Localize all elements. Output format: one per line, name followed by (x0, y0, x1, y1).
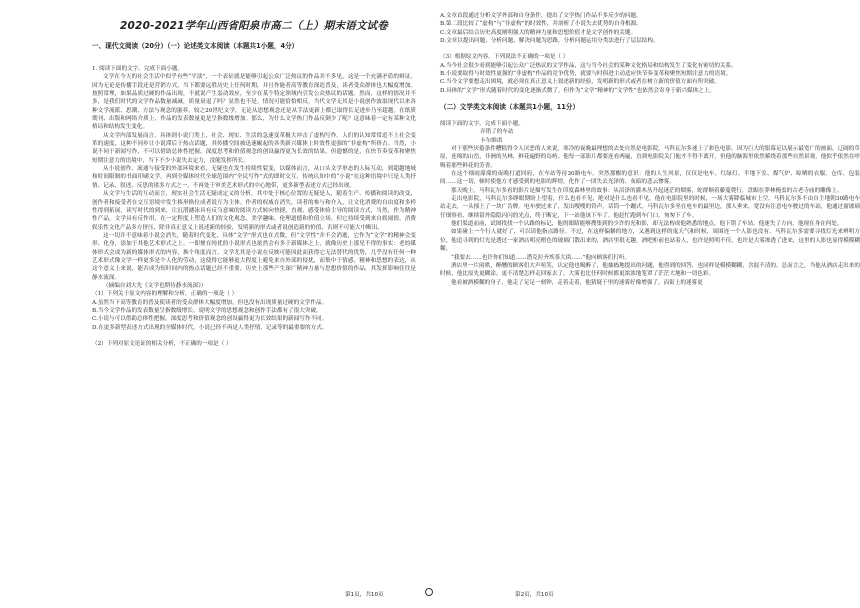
paragraph: 对于那些厌倦条件糟糕得令人厌恶的人来说，寒冷的夜晚最理想的去处自然是电影院。马科瓦尔多迷上了彩色电影，因为巨大的银幕足以展示最宽广的画面，辽阔的草原，连绵的山峦，非洲的丛林，鲜花遍野的岛屿。他每一部影片都要连看两遍，直到电影院关门他才不得不离开，但他的脑海里依然萦绕着那些自然景观，他似乎依然在呼吸着那些鲜花的芳香。 (440, 146, 860, 169)
right-column (440, 12, 860, 287)
paragraph: 他们渠道而前，试图找找一个认路的标记，他的眼睛能够搜集到的少许的光和影，却无法构成他熟悉的地点。他下错了车站，他迷失了方向，他现在身在何处。 (451, 221, 843, 228)
paragraph: 走出电影院，马科瓦尔多睁眼期盼上望着，什么也看不见，绝对是什么也看不见。他在电影院里的时候，一场大雾降临城市上空。马科瓦尔多不由自主地朝30路电车站走去，一头撞上了一块广告牌。电车驶过来了，发出嗖嗖的铃声，话筒一个蹦式。马科瓦尔多坐在电车的最里边，那人垂来，宽没有注意电车驶过的车站，他通过窗玻璃仔细察看，继续留外隐隐闪闪的光点，终于断定，下一站他该下车了。他赶忙跑到车门口，匆匆下了车。 (440, 196, 860, 219)
paragraph: 从小说创作、流通与接受的外部环境来看，无疑也在发生持续性裂变，以媒体而言，从口头文学形态的人际互动，到超越地域和时间限制的书面印刷文学，再到全媒体时代全球范围内“全民写作”式的即时交互，传统认知中的“小说”在这种语境中只是人类抒情、记录、叙述、反思的诸多方式之一，不再处于审美艺术形式的中心地带，更多新型表述方式已经出现。 (92, 166, 416, 189)
option-a: A.当今社会很少看到能够引起公众广泛热议的文学作品，这与当今社会的某种文化格局和结构发生了变化有密切的关系。 (440, 62, 737, 69)
option-d: D.文章以提出问题、分析问题、解决问题为思路，分析问题运用分类法进行了层层结构。 (440, 38, 659, 45)
left-column (92, 42, 416, 348)
paragraph: “我要去……也许你们知道……潜克拉齐埃茶大街……”他向顾客们打听。 (451, 254, 631, 261)
option-d: D.具体的“文学”形式随着时代的变化逐渐式微了，但作为“文学”精神的“文学性”也依然会寄身于新兴媒体之上。 (440, 87, 715, 94)
option-a: A.文章首段通过分析文学外部和自身条件，提出了文学热门作品不多反少的问题。 (440, 13, 642, 19)
source-note: （摘编自刘大先《文学也期待静水流深》） (103, 282, 207, 289)
option-d: D.在更多新型表述方式出现的全媒体时代，小说已经不再是人类抒情、记录等的最重要的方式。 (92, 324, 328, 331)
option-b: B.第二段比较了“虚构”与“非虚构”的时效性，并剖析了小说失去优势的自身根源。 (440, 21, 642, 28)
question-stem: （1）下列关于原文内容的理解和分析，正确的一项是（ ） (92, 291, 238, 298)
paragraph: 酒店里一片闹哄，醉醺的顾客们大声喧笑，认定他也喝醉了，他抽搐地提出的问题，他得到的回答，也同样是模模糊糊，含混不清的。总而言之，当他从酒店走出来的时候，他比原先更糊涂，更不清楚怎样走回家去了，大雾也比任何时候都更浓浓地笼罩了茫茫大地和一切色彩。 (440, 262, 860, 278)
page-title: 2020-2021学年山西省阳泉市高二（上）期末语文试卷 (120, 20, 388, 32)
paragraph: 文学在今天的社会生活中似乎有些“平淡”，一个表征就是能够引起公众广泛热议的作品并不多见，这是一个充满矛盾的辩证。因为无论是传播手段还是营销方式，当下都要远胜历史上任何时期，并且作能者高等教育深造普及，读者受众群体也大幅度增加。按照常理，如果品质过硬的作品出现，不就说产生轰动效应，至少在某个特定领域内引发公众热议的话题。然而，这样的情况并不多，是我们时代的文学作品数量减减，质量衰退了吗？显然也不是。情况可能恰恰相反，当代文学无其是小说创作波取现代以来各种文学流派、思潮、方法与观念的滋养，较之20世纪文学，无论从思想观念还是从手法更新上都已取得长足进步乃至超越。在纸质期刊、出版和网络介质上，作品的发表数量更是呈指数级增加。那么，为什么文学热门作品反倒少了呢？这意味着一定有某种文化格局和结构发生变化。 (92, 74, 416, 131)
question-intro: 1. 阅读下面的文字，完成下面小题。 (92, 66, 184, 72)
paragraph: 从文学内部发展而言，具体到小说门类上，社会、现实、生活的急速变革极大冲击了虚构写作。人们的认知常常追不上社会变革的速度，这种不同步让小说滞后于热点话题，其传播空间被迅速崛起的各类新兴媒体上时效性更强的“非虚构”所挤占。当然，小说不同于新闻写作，不可以借助总体性把握，深度思考和价值观念的创设赢得更为长效的结果，但遗憾的是，在快节奏变革和聚焦短期注意力的语境中，当下不少小说失去定力，没能发挥所长。 (92, 132, 416, 164)
option-b: B.小说要取得与时效性更强的“非虚构”作品的竞争优势，就要与时俱进主动适应快节奏变革和聚焦短期注意力的语境。 (440, 71, 732, 78)
question-stem: （3）根据原文内容，下列说法不正确的一项是（ ） (440, 54, 569, 61)
paragraph: 这一切并不意味着小说会消失，随着时代变化，具体“文学”形式也在式微，但“文学性”并不会消逝，它作为“文学”的精神会变形、化身，添加于其他艺术形式之上。一即便在纯优的小说形式也依然会有多于新媒体之上，就像历史上那见不得的事实：老的媒体形式会成为新的媒体形式的内容，换个角度而言，文学尤其是小说在反映可能因此而获得它无法替代的优势，几乎没有任何一种艺术形式像文学一样更多是个人化的劳动，这使得它能够更大程度上避免来自外部的侵扰，而集中于情感，精神和思想的表达，从这个意义上来说，能否成为短时间内的热点话题已经不重要，历史上那些产生深广精神力量与思想价值的作品，其发挥影响往往是静水流深。 (92, 232, 416, 281)
right-page (430, 0, 860, 608)
paragraph: 在这个细雨濛濛的夜晚打道回府，在车站等待30路电车，突然那醒的意识：他的人生风景，仅仅是电车、红绿灯、半地下室、煤气炉、晾晒的衣服、仓库、包装间……这一切，顿时使他方才感受到的电影的辉煌，化作了一团失去光泽的、灰暗的悲云惨雾。 (440, 171, 860, 186)
option-b: B.当今文学作品的发表数量呈指数级增长，说明文学的思想观念和创作手法都有了很大突破。 (92, 307, 322, 314)
option-a: A.虽然当下高等教育的普及使读者的受众群体大幅度增加，但也没有出现质量过硬的文学作品。 (92, 299, 328, 306)
circle-icon (425, 588, 433, 596)
option-c: C.小说与可以借助总体性把握，深度思考和价值观念的创设赢得更为长效结果的新闻写作不同。 (92, 316, 328, 323)
section-heading: 一、现代文阅读（20分）（一）论述类文本阅读（本题共1小题，4分） (92, 42, 299, 50)
page-number-left: 第1页，共10页 (345, 592, 384, 598)
paragraph: 他看被酒模糊的身子，他走了足足一刻钟，走着走着，他猜疑于里的迷雾好像增强了，而街上的迷雾更 (451, 279, 703, 286)
question-intro: 阅读下面的文字，完成下面小题。 (440, 121, 524, 128)
page-number-right: 第2页，共10页 (515, 592, 554, 598)
story-title: 弄错了的车站 (480, 129, 514, 136)
option-c: C.文章最后结合历史高度阐明强大的精神力量和思想价值才是文学创作的关键。 (440, 29, 637, 36)
paragraph: 如果碰上一个行人就好了，可以请他指点路径。不过，在这样偏僻的地方，又遇到这样的鬼天气和时候，周围连一个人影也没有。马科瓦尔多需要寻找灯光来辨明方位，他追寻到的灯光是透过一家酒店明亮橙色的玻璃门散出来的，酒店里很无趣，酒吧柜前也站着人，也许是照明不佳，也许是大雾渗透了进来，这里的人影也显得模模糊糊。 (440, 229, 860, 253)
section-heading: （二）文学类文本阅读（本题共1小题，11分） (440, 103, 580, 112)
story-author: 卡尔维诺 (480, 137, 503, 144)
paragraph: 从文学与生活的互动而言，现实社会生活无疑成定义的分析，其中处于核心位置的无疑是人，随着生产、传播和阅读的改变，创作者和接受者在交互语境中发生移形换位成者说互为主体。作者的权威在消失，读者的参与和介入，让文化消费的自由度和多样性得到拓展，读写时代的到来，让沉潜涵泳具有反刍意味的阅读方式转向快捷、直观、感受体验主导的阅读方式，当然，作为精神性产品，文学具有反作用，在一定程度上塑造人们的文化观念、美学趣味、伦理道德和价值立场。但它持续受到来自娱闹情、消费娱乐性文化产品多方挤压，除非真正意义上说述新的经验，发明新的形式或者说创造新的价值，否则不可能大中断出。 (92, 191, 416, 231)
question-stem: （2）下列对原文论证的相关分析，不正确的一项是（ ） (92, 341, 232, 347)
paragraph: 那天晚上，马科瓦尔多看的影片是描写发生在印度森林里的故事：从沼泽的灌木丛升起迷茫的烟雾，蛇群顺着藤蔓爬行，盘踞在莽林掩盖的古老寺庙的雕像上。 (451, 187, 843, 194)
option-c: C.当今文学要想走出困境，就必须在真正意义上叙述新的经验，发明新的形式或者在树立新的价值方面有所突破。 (440, 79, 720, 86)
